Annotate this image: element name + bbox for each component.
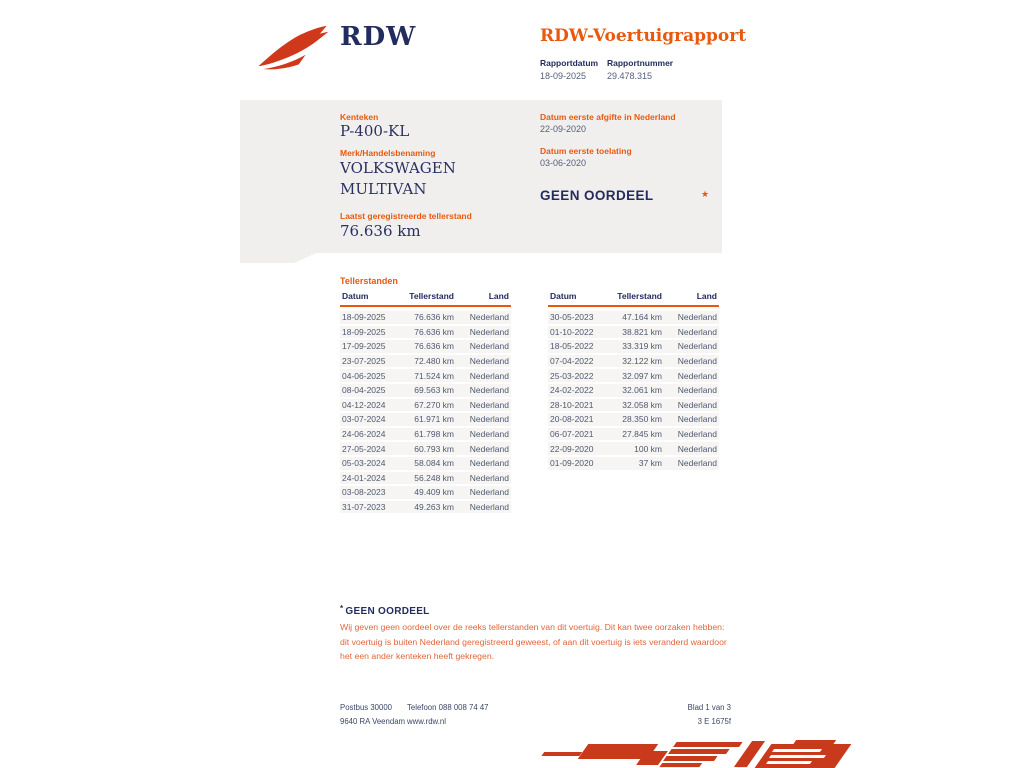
logo-wordmark: RDW <box>340 22 417 52</box>
table-cell: 49.409 km <box>414 487 454 498</box>
report-number <box>607 57 673 83</box>
table-row <box>340 311 511 324</box>
table-cell: 61.798 km <box>414 429 454 440</box>
merk-label: Merk/Handelsbenaming <box>340 148 436 158</box>
table-header-cell: Tellerstand <box>409 291 454 301</box>
table-row <box>340 501 511 514</box>
tellerstand-value: 76.636 km <box>340 222 421 240</box>
table-row <box>340 472 511 485</box>
note-title-text: GEEN OORDEEL <box>345 606 430 617</box>
table-row <box>548 413 719 426</box>
table-cell: 03-08-2023 <box>342 487 386 498</box>
table-cell: 03-07-2024 <box>342 414 386 425</box>
table-cell: 69.563 km <box>414 385 454 396</box>
table-row <box>340 340 511 353</box>
footer-page-info <box>600 701 731 729</box>
table-cell: Nederland <box>469 399 509 410</box>
table-cell: Nederland <box>677 385 717 396</box>
table-row <box>548 369 719 382</box>
report-date <box>540 57 598 83</box>
footer-form-code: 3 E 1675f <box>697 717 731 726</box>
table-cell: 32.097 km <box>622 370 662 381</box>
table-cell: 32.122 km <box>622 356 662 367</box>
table-cell: Nederland <box>469 385 509 396</box>
table-cell: Nederland <box>677 414 717 425</box>
table-cell: 07-04-2022 <box>550 356 594 367</box>
table-header-cell: Land <box>696 291 717 301</box>
footer-address-line2: 9640 RA Veendam <box>340 717 406 726</box>
table-cell: 31-07-2023 <box>342 502 386 513</box>
afgifte-value: 22-09-2020 <box>540 124 587 134</box>
table-row <box>340 326 511 339</box>
rdw-logo-icon <box>256 24 334 72</box>
table-cell: 37 km <box>638 458 662 469</box>
report-date-label: Rapportdatum <box>540 58 599 68</box>
table-row <box>340 486 511 499</box>
table-cell: Nederland <box>677 443 717 454</box>
table-cell: Nederland <box>469 429 509 440</box>
table-row <box>548 311 719 324</box>
table-cell: 17-09-2025 <box>342 341 386 352</box>
table-row <box>340 413 511 426</box>
table-cell: 27-05-2024 <box>342 443 386 454</box>
table-row <box>340 442 511 455</box>
table-cell: 18-09-2025 <box>342 312 386 323</box>
table-cell: 04-12-2024 <box>342 399 386 410</box>
table-cell: Nederland <box>469 326 509 337</box>
tellerstanden-section-title: Tellerstanden <box>340 276 398 286</box>
table-cell: Nederland <box>677 458 717 469</box>
table-cell: 76.636 km <box>414 312 454 323</box>
toelating-label: Datum eerste toelating <box>540 146 632 156</box>
table-cell: 47.164 km <box>622 312 662 323</box>
table-cell: 24-06-2024 <box>342 429 386 440</box>
speed-stripes-graphic <box>543 739 818 768</box>
table-row <box>548 355 719 368</box>
table-cell: 23-07-2025 <box>342 356 386 367</box>
table-cell: Nederland <box>677 326 717 337</box>
table-row <box>340 369 511 382</box>
footer-website: www.rdw.nl <box>407 717 446 726</box>
table-cell: 72.480 km <box>414 356 454 367</box>
oordeel-value: GEEN OORDEEL <box>540 188 654 203</box>
table-cell: 24-02-2022 <box>550 385 594 396</box>
table-cell: 01-10-2022 <box>550 326 594 337</box>
table-cell: 22-09-2020 <box>550 443 594 454</box>
table-cell: Nederland <box>469 487 509 498</box>
meter-table-right <box>548 291 719 472</box>
table-cell: 76.636 km <box>414 341 454 352</box>
merk-value-line1: VOLKSWAGEN <box>340 159 456 177</box>
table-header-row <box>548 291 719 307</box>
table-row <box>548 442 719 455</box>
table-cell: 08-04-2025 <box>342 385 386 396</box>
table-cell: 04-06-2025 <box>342 370 386 381</box>
merk-value-line2: MULTIVAN <box>340 180 427 198</box>
footer-contact <box>407 701 489 729</box>
table-cell: 32.058 km <box>622 399 662 410</box>
table-row <box>340 428 511 441</box>
table-row <box>548 384 719 397</box>
table-cell: 05-03-2024 <box>342 458 386 469</box>
table-cell: 20-08-2021 <box>550 414 594 425</box>
table-cell: Nederland <box>469 443 509 454</box>
note-star: * <box>340 604 344 613</box>
table-cell: Nederland <box>677 356 717 367</box>
footer-page-indicator: Blad 1 van 3 <box>687 703 731 712</box>
table-header-cell: Datum <box>550 291 577 301</box>
table-cell: Nederland <box>677 312 717 323</box>
table-cell: Nederland <box>469 458 509 469</box>
table-header-cell: Land <box>488 291 509 301</box>
table-cell: 01-09-2020 <box>550 458 594 469</box>
table-row <box>548 399 719 412</box>
report-number-label: Rapportnummer <box>607 58 674 68</box>
table-header-cell: Tellerstand <box>617 291 662 301</box>
table-cell: Nederland <box>677 429 717 440</box>
kenteken-value: P-400-KL <box>340 122 410 140</box>
table-row <box>548 340 719 353</box>
table-cell: Nederland <box>677 370 717 381</box>
table-cell: 18-05-2022 <box>550 341 594 352</box>
table-row <box>340 399 511 412</box>
table-cell: Nederland <box>469 370 509 381</box>
table-cell: 06-07-2021 <box>550 429 594 440</box>
table-cell: Nederland <box>677 341 717 352</box>
table-cell: 67.270 km <box>414 399 454 410</box>
vehicle-summary-box-tab <box>240 253 316 263</box>
table-cell: 49.263 km <box>414 502 454 513</box>
vehicle-summary-box <box>240 100 722 253</box>
meter-table-left <box>340 291 511 515</box>
table-cell: Nederland <box>469 341 509 352</box>
table-cell: 27.845 km <box>622 429 662 440</box>
table-cell: 61.971 km <box>414 414 454 425</box>
oordeel-star-icon: ★ <box>701 189 710 199</box>
table-cell: 33.319 km <box>622 341 662 352</box>
table-cell: 60.793 km <box>414 443 454 454</box>
table-cell: 24-01-2024 <box>342 472 386 483</box>
table-row <box>548 326 719 339</box>
table-header-row <box>340 291 511 307</box>
table-row <box>340 457 511 470</box>
table-cell: Nederland <box>469 312 509 323</box>
table-header-cell: Datum <box>342 291 369 301</box>
tellerstand-label: Laatst geregistreerde tellerstand <box>340 211 472 221</box>
footer-address-line1: Postbus 30000 <box>340 703 393 712</box>
table-cell: 56.248 km <box>414 472 454 483</box>
table-cell: 58.084 km <box>414 458 454 469</box>
report-number-value: 29.478.315 <box>607 71 653 81</box>
table-cell: 32.061 km <box>622 385 662 396</box>
table-row <box>340 384 511 397</box>
report-date-value: 18-09-2025 <box>540 71 587 81</box>
toelating-value: 03-06-2020 <box>540 158 587 168</box>
table-cell: 30-05-2023 <box>550 312 594 323</box>
table-cell: 18-09-2025 <box>342 326 386 337</box>
table-cell: 28.350 km <box>622 414 662 425</box>
document-title: RDW-Voertuigrapport <box>540 26 747 46</box>
table-cell: 38.821 km <box>622 326 662 337</box>
table-cell: 71.524 km <box>414 370 454 381</box>
table-cell: Nederland <box>469 414 509 425</box>
table-cell: Nederland <box>677 399 717 410</box>
table-cell: 28-10-2021 <box>550 399 594 410</box>
afgifte-label: Datum eerste afgifte in Nederland <box>540 112 676 122</box>
table-row <box>548 457 719 470</box>
table-row <box>340 355 511 368</box>
table-cell: 25-03-2022 <box>550 370 594 381</box>
table-cell: Nederland <box>469 472 509 483</box>
table-row <box>548 428 719 441</box>
kenteken-label: Kenteken <box>340 112 379 122</box>
footer-address <box>340 701 405 729</box>
table-cell: Nederland <box>469 356 509 367</box>
table-cell: Nederland <box>469 502 509 513</box>
table-cell: 76.636 km <box>414 326 454 337</box>
note-body: Wij geven geen oordeel over de reeks tellerstanden van dit voertuig. Dit kan twee oorzaken hebben: dit voertuig is buiten Nederland geregistreerd geweest, of aan dit voertuig is iets veranderd waardoor het een ander kenteken heeft gekregen. <box>340 622 727 661</box>
footer-phone: Telefoon 088 008 74 47 <box>407 703 489 712</box>
table-cell: 100 km <box>634 443 662 454</box>
note-title <box>340 604 430 617</box>
